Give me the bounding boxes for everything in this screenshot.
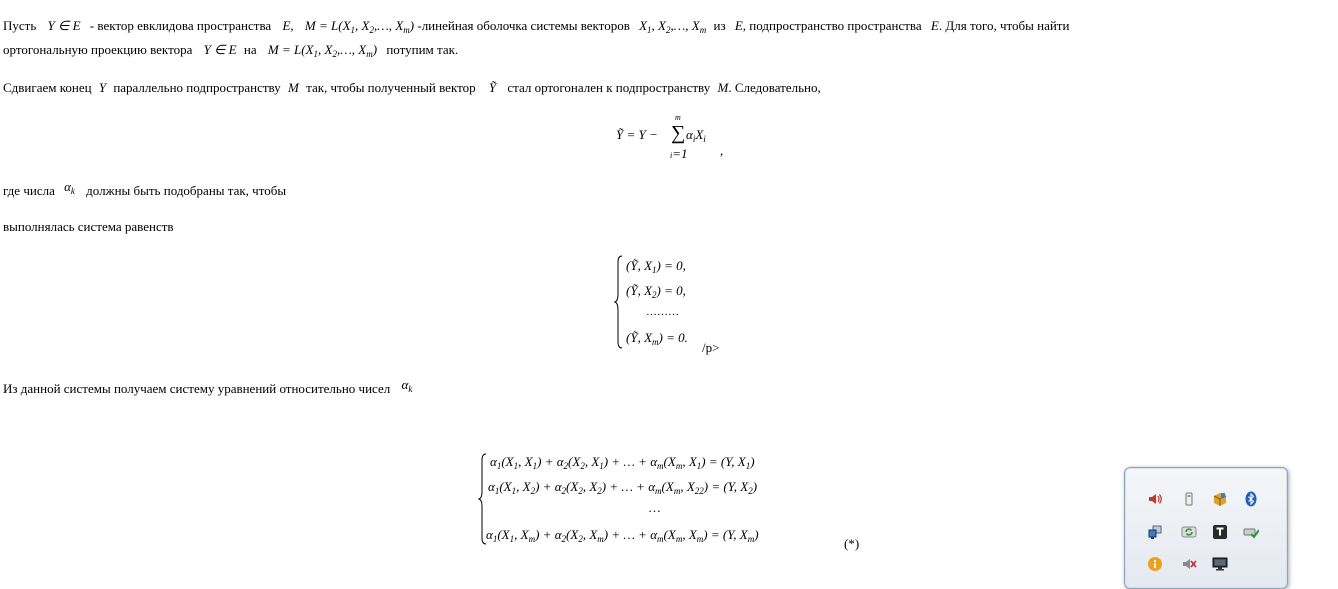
- paragraph-5: [3, 377, 413, 397]
- equation-row-2: (Ỹ, $X_2) = 0$,: [626, 283, 686, 300]
- text: ортогональную проекцию вектора: [3, 42, 193, 57]
- text: на: [243, 42, 257, 57]
- paragraph-3: [3, 179, 287, 199]
- formula-alpha-k: $\alpha_k$: [401, 377, 413, 394]
- text: Из данной системы получаем систему уравнений относительно чисел: [3, 381, 391, 396]
- formula-M: M: [288, 80, 299, 95]
- linear-equation-row-m: $\alpha_1(X_1$, $X_m) + \alpha_2(X_2$, $X_m$) + … + $\alpha_m(X_m$, $X_m) = (Y$, $X_m$): [486, 527, 759, 544]
- formula-E: E: [734, 18, 743, 33]
- package-icon[interactable]: [1212, 491, 1228, 507]
- monitor-icon[interactable]: [1212, 556, 1228, 572]
- paragraph-1-line-2: [3, 42, 458, 58]
- equation-rhs: = 0.: [666, 330, 688, 345]
- linear-equation-row-2: $\alpha_1(X_1$, $X_2) + \alpha_2(X_2$, $X_2$) + … + $\alpha_m(X_m$, $X_{22}) = (Y$, $X_2$): [488, 479, 758, 496]
- equation-label: (*): [844, 536, 860, 551]
- text: Пусть: [3, 18, 37, 33]
- text: из: [713, 18, 726, 33]
- text: . Для того, чтобы найти: [938, 18, 1070, 33]
- info-icon[interactable]: [1147, 556, 1163, 572]
- speaker-icon[interactable]: [1147, 491, 1163, 507]
- formula-y-tilde-sum: Ỹ = Y − ∑ m i=1 $\alpha_iX_i$ ,: [616, 113, 724, 161]
- formula-X-list: $X_1$, $X_2,\dots$, $X_m$: [639, 18, 707, 35]
- formula-Y-tilde: Ỹ: [488, 80, 497, 95]
- text: -линейная оболочка системы векторов: [417, 18, 630, 33]
- equation-rhs: = 0,: [664, 283, 686, 298]
- formula-M-span: $M = L(X_1$, $X_2,\dots$, $X_m$): [267, 42, 378, 59]
- text: , подпространство пространства: [742, 18, 922, 33]
- text: Сдвигаем конец: [3, 80, 92, 95]
- sync-icon[interactable]: [1181, 524, 1197, 540]
- paragraph-2: [3, 80, 821, 96]
- usb-drive-icon[interactable]: [1181, 491, 1197, 507]
- formula-Y-in-E: Y ∈ E: [203, 42, 237, 57]
- formula-M-span: $M = L(X_1$, $X_2,\dots$, $X_m$): [304, 18, 415, 35]
- system-of-equalities: [614, 254, 734, 354]
- equation-row-1: (Ỹ, $X_1) = 0$,: [626, 258, 686, 275]
- text: ,: [290, 18, 294, 33]
- formula-Y: Y: [98, 80, 107, 95]
- formula-M: M: [717, 80, 729, 95]
- text: потупим так.: [386, 42, 459, 57]
- bluetooth-icon[interactable]: [1243, 491, 1259, 507]
- mute-icon[interactable]: [1181, 556, 1197, 572]
- text: . Следовательно,: [728, 80, 821, 95]
- notification-area-overflow: [1124, 467, 1288, 589]
- safely-remove-icon[interactable]: [1243, 524, 1259, 540]
- left-brace: [614, 254, 624, 350]
- t-app-icon[interactable]: [1212, 524, 1228, 540]
- text: где числа: [3, 183, 55, 198]
- formula-Y-in-E: Y ∈ E: [47, 18, 81, 33]
- paragraph-1-line-1: [3, 18, 1069, 34]
- paragraph-4: выполнялась система равенств: [3, 219, 174, 234]
- formula-E: E: [930, 18, 939, 33]
- formula-alpha-k: $\alpha_k$: [64, 179, 75, 196]
- equation-dots: ………: [646, 306, 679, 318]
- network-icon[interactable]: [1147, 524, 1163, 540]
- text: должны быть подобраны так, чтобы: [86, 183, 287, 198]
- equation-rhs: = 0,: [664, 258, 686, 273]
- text: - вектор евклидова пространства: [89, 18, 272, 33]
- text: стал ортогонален к подпространству: [507, 80, 711, 95]
- equation-dots: …: [648, 500, 661, 515]
- text: параллельно подпространству: [113, 80, 281, 95]
- linear-equation-row-1: $\alpha_1(X_1$, $X_1) + \alpha_2(X_2$, $X_1$) + … + $\alpha_m(X_m$, $X_1) = (Y$, $X_1$): [490, 454, 755, 471]
- formula-E: E: [282, 18, 291, 33]
- text: так, чтобы полученный вектор: [306, 80, 476, 95]
- html-artifact-text: /p>: [702, 340, 720, 355]
- formula-comma: ,: [720, 143, 724, 158]
- equation-row-4: (Ỹ, $X_m) = 0$.: [626, 330, 688, 347]
- system-of-linear-equations: [478, 452, 868, 552]
